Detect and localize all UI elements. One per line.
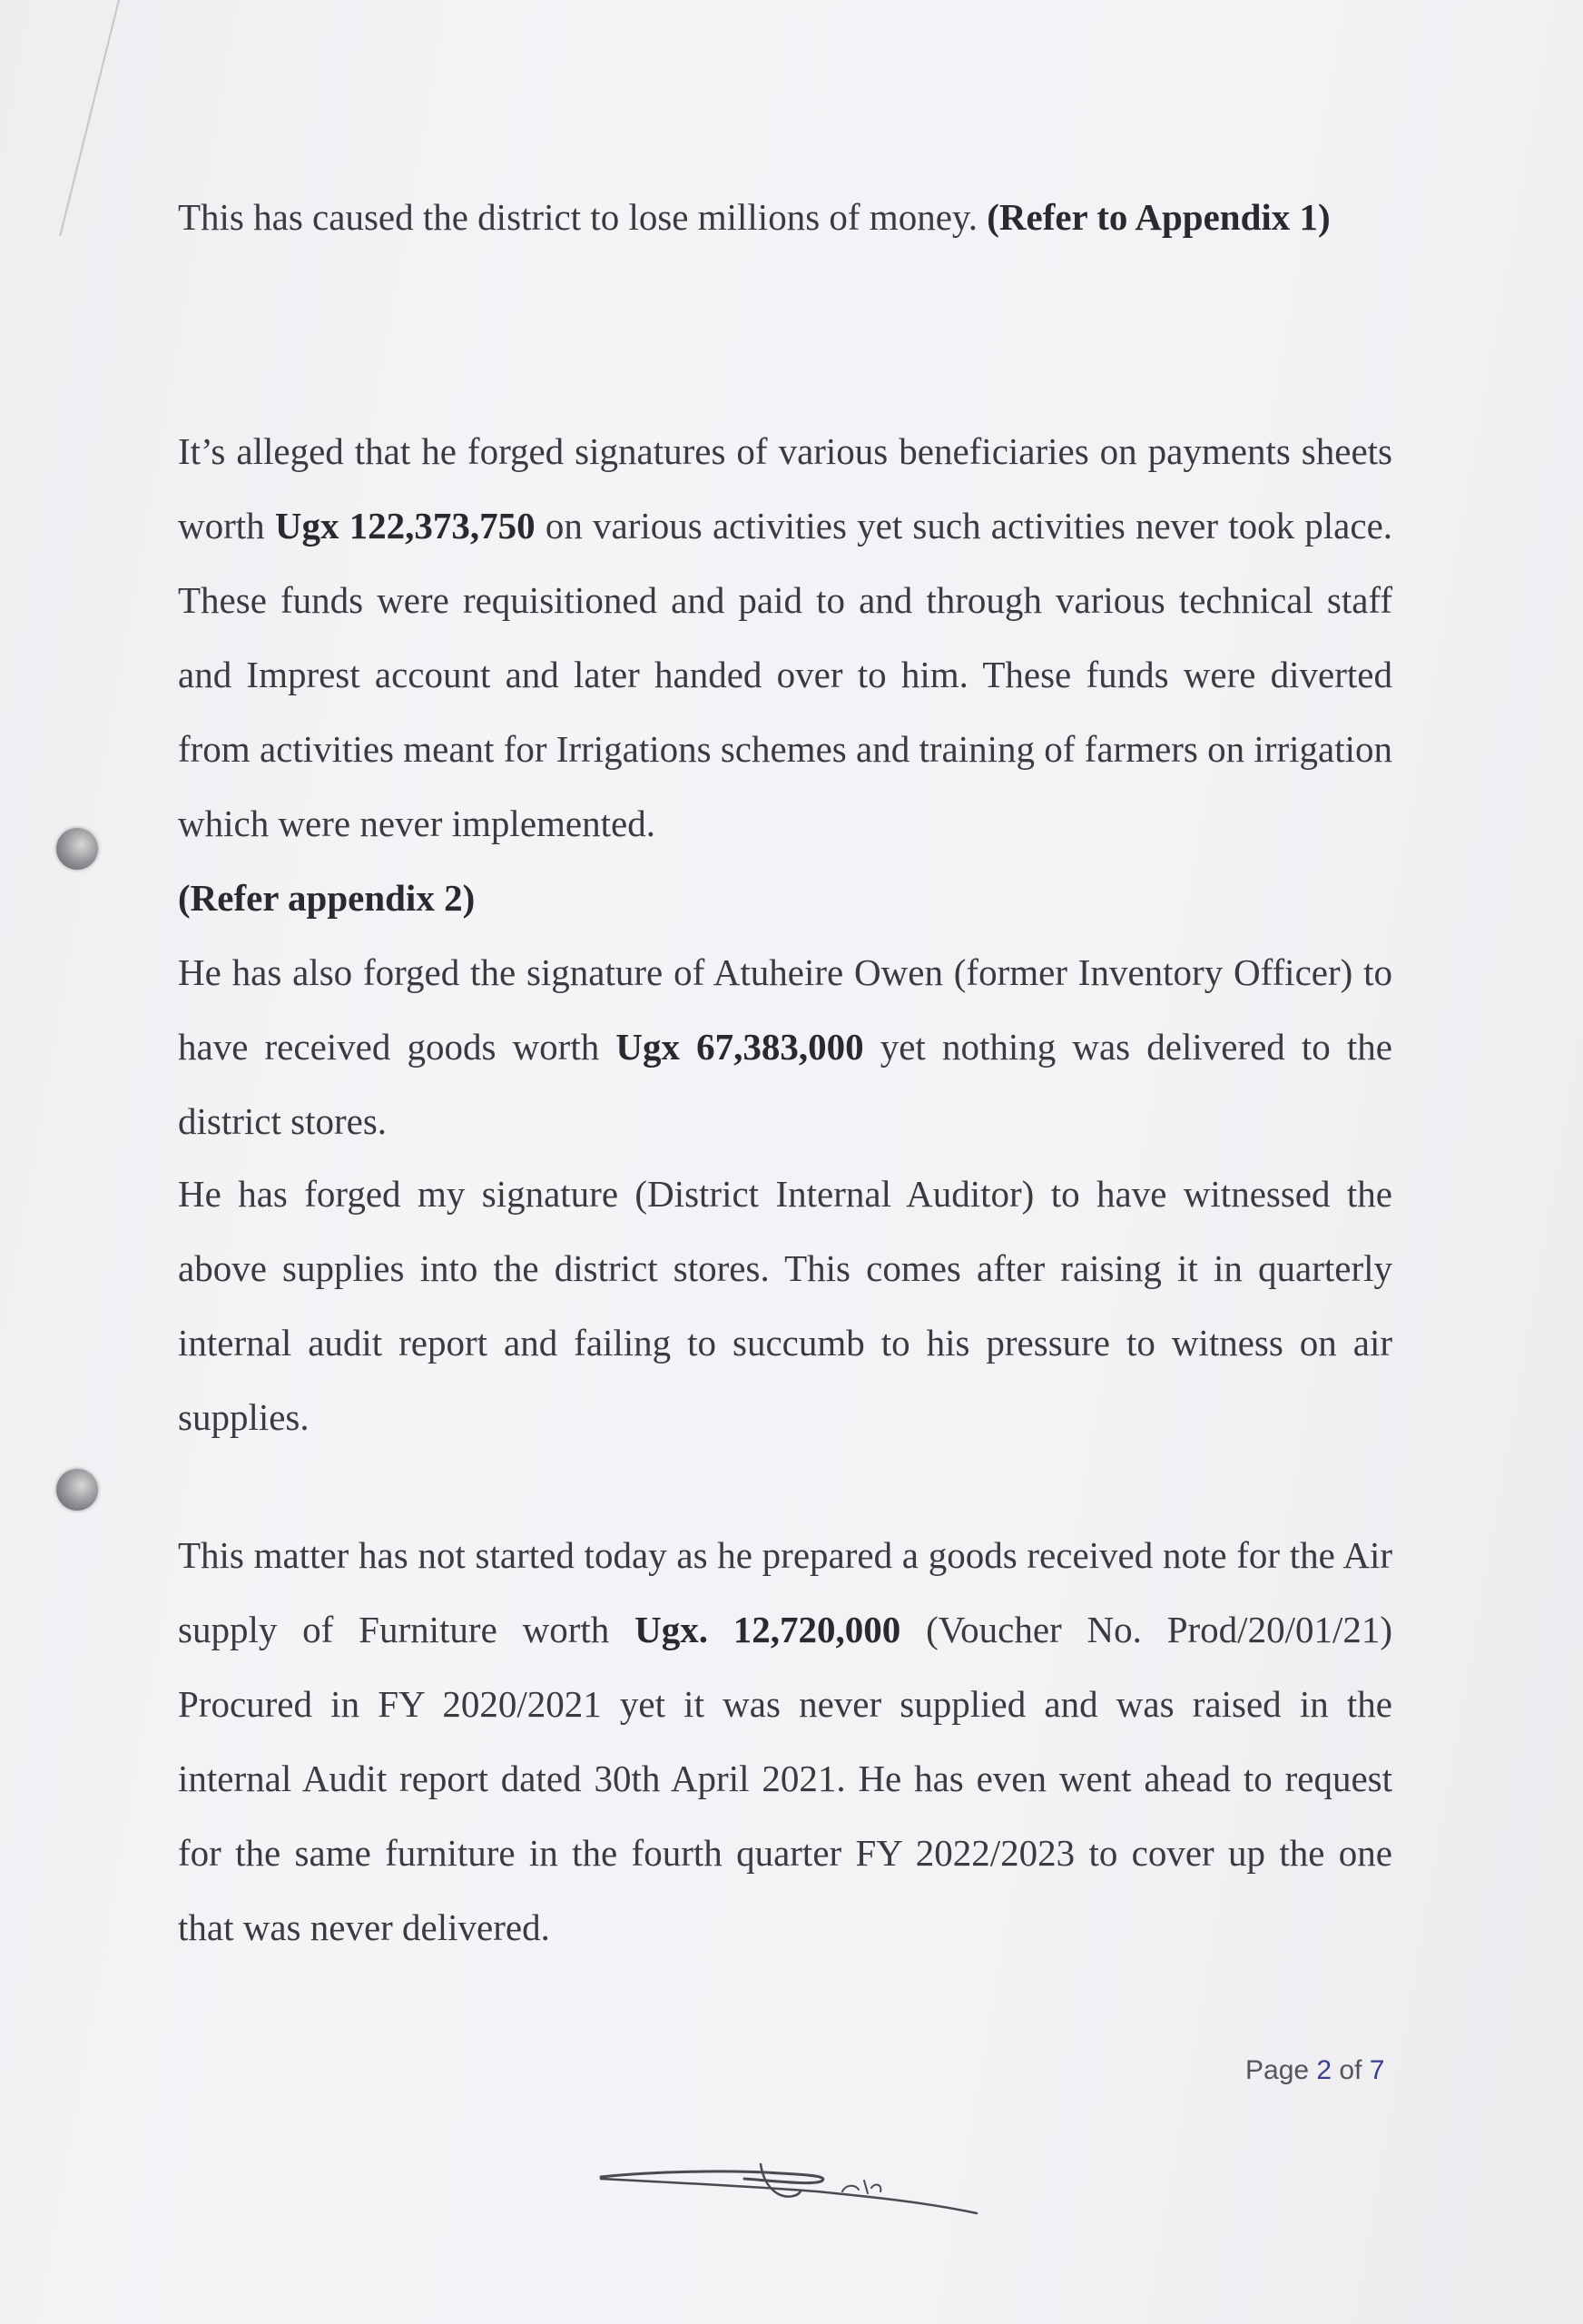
paragraph-loss-of-money	[178, 180, 1392, 254]
paragraph-text: on various activities yet such activities never took place. These funds were requisitioned and paid to and through various technical staff and Imprest account and later handed over to him. These funds were diverted from activities meant for Irrigations schemes and training of farmers on irrigation which were never implemented.	[178, 505, 1393, 844]
amount-value: Ugx 122,373,750	[274, 505, 536, 547]
appendix-reference: (Refer appendix 2)	[178, 877, 476, 919]
page-number	[1245, 2055, 1384, 2086]
paragraph-forged-beneficiary-signatures	[178, 414, 1392, 935]
paragraph-text: It’s alleged that he forged signatures of various beneficiaries on payments sheets worth	[178, 430, 1392, 547]
amount-value: Ugx 67,383,000	[615, 1026, 864, 1068]
paragraph-text: He has forged my signature (District Internal Auditor) to have witnessed the above supplies into the district stores. This comes after raising it in quarterly internal audit report and failing to succumb to his pressure to witness on air supplies.	[178, 1173, 1392, 1438]
paragraph-forged-inventory-officer	[178, 935, 1392, 1158]
paragraph-text: This has caused the district to lose millions of money.	[178, 196, 988, 238]
paragraph-text: This matter has not started today as he prepared a goods received note for the Air supply of Furniture worth	[178, 1534, 1392, 1650]
paper-fold-crease	[0, 0, 120, 236]
page-number-total: 7	[1369, 2055, 1385, 2085]
punch-hole	[56, 1469, 98, 1511]
page-number-prefix: Page	[1245, 2055, 1317, 2085]
punch-hole	[56, 828, 98, 870]
paragraph-text: He has also forged the signature of Atuheire Owen (former Inventory Officer) to have received goods worth	[178, 951, 1392, 1068]
amount-value: Ugx. 12,720,000	[634, 1609, 901, 1650]
paragraph-text: (Voucher No. Prod/20/01/21) Procured in FY 2020/2021 yet it was never supplied and was raised in the internal Audit report dated 30th April 2021. He has even went ahead to request for the same furniture in the fourth quarter FY 2022/2023 to cover up the one that was never delivered.	[178, 1609, 1392, 1948]
page-number-separator: of	[1332, 2055, 1370, 2085]
page-number-current: 2	[1316, 2055, 1332, 2085]
handwritten-signature	[599, 2161, 980, 2233]
appendix-reference: (Refer to Appendix 1)	[987, 196, 1331, 238]
paragraph-furniture-supply	[178, 1518, 1392, 1965]
paragraph-forged-auditor-signature	[178, 1157, 1392, 1454]
paragraph-text: yet nothing was delivered to the district stores.	[178, 1026, 1393, 1142]
